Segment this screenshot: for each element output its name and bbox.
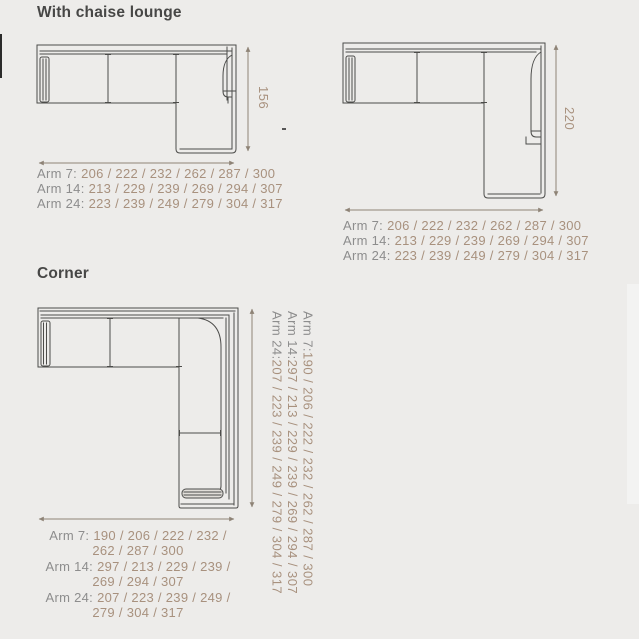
arm-dimension-line <box>37 166 283 181</box>
arm-label: Arm 14: <box>343 233 391 249</box>
page-edge-highlight <box>627 284 639 504</box>
corner-bottom-arm-dimensions <box>28 528 248 620</box>
arm-label: Arm 7: <box>37 166 78 181</box>
arm-label: Arm 14: <box>285 311 300 360</box>
arm-values: 279 / 304 / 317 <box>92 605 184 621</box>
arm-dimension-line <box>343 218 589 233</box>
arm-label: Arm 24: <box>45 589 94 605</box>
arm-values: 190 / 206 / 222 / 232 / 262 / 287 / 300 <box>300 351 316 587</box>
arm-dimension-line <box>28 528 248 543</box>
chaise-lounge-long-diagram <box>336 36 568 216</box>
arm-values: 206 / 222 / 232 / 262 / 287 / 300 <box>387 218 582 233</box>
corner-sofa-diagram <box>30 303 262 525</box>
arm-dimension-line <box>269 311 285 631</box>
arm-values: 223 / 239 / 249 / 279 / 304 / 317 <box>88 196 283 212</box>
arm-dimension-line <box>285 311 301 631</box>
sofa-top-view-outline <box>38 308 238 508</box>
arm-label: Arm 7: <box>343 218 384 233</box>
corner-section-divider <box>177 318 182 367</box>
cropped-edge-artifact <box>0 34 2 78</box>
arm-label: Arm 24: <box>343 248 391 264</box>
dimension-lines <box>345 45 556 210</box>
arm-values: 297 / 213 / 229 / 239 / 269 / 294 / 307 <box>285 359 300 595</box>
depth-dimension-label: 156 <box>256 86 271 110</box>
section-title-with-chaise-lounge: With chaise lounge <box>37 4 182 21</box>
arm-dimension-line <box>28 590 248 605</box>
tick-mark <box>282 128 286 130</box>
arm-label: Arm 14: <box>37 181 85 197</box>
chaise-lounge-diagram <box>30 38 262 170</box>
arm-label: Arm 14: <box>45 558 94 574</box>
left-armrest <box>40 57 49 102</box>
sofa-top-view-outline <box>343 43 545 198</box>
chaise-divider <box>482 52 487 103</box>
arm-dimension-continuation <box>28 574 248 589</box>
arm-values: 262 / 287 / 300 <box>92 543 184 559</box>
arm-values: 207 / 223 / 239 / 249 / <box>97 589 231 605</box>
seat-divider <box>415 52 420 103</box>
arm-dimension-line <box>343 248 589 263</box>
dimension-lines <box>39 309 252 519</box>
chaise-seat-divider <box>179 431 221 436</box>
back-cushion <box>531 52 541 137</box>
arm-values: 213 / 229 / 239 / 269 / 294 / 307 <box>88 181 283 197</box>
arm-values: 297 / 213 / 229 / 239 / <box>97 558 231 574</box>
arm-values: 269 / 294 / 307 <box>92 574 184 590</box>
arm-values: 207 / 223 / 239 / 249 / 279 / 304 / 317 <box>269 359 285 595</box>
arm-dimension-continuation <box>28 605 248 620</box>
arm-dimension-continuation <box>28 543 248 558</box>
depth-dimension-label: 220 <box>562 107 577 131</box>
chaise-long-arm-dimensions <box>343 218 589 264</box>
left-armrest <box>346 56 355 102</box>
seat-divider <box>108 318 113 367</box>
arm-label: Arm 7: <box>49 528 90 543</box>
arm-label: Arm 24: <box>269 311 285 360</box>
section-title-corner: Corner <box>37 265 90 282</box>
arm-dimension-line <box>37 196 283 211</box>
arm-values: 223 / 239 / 249 / 279 / 304 / 317 <box>394 248 589 264</box>
sofa-top-view-outline <box>37 45 236 153</box>
arm-dimension-line <box>28 559 248 574</box>
corner-side-arm-dimensions <box>269 311 316 631</box>
corner-back-cushion <box>198 318 221 491</box>
bottom-armrest <box>182 489 223 498</box>
arm-label: Arm 7: <box>300 311 316 352</box>
chaise-divider <box>174 54 179 103</box>
arm-label: Arm 24: <box>37 196 85 212</box>
arm-dimension-line <box>300 311 316 631</box>
arm-values: 190 / 206 / 222 / 232 / <box>93 528 227 543</box>
chaise-arm-dimensions <box>37 166 283 212</box>
left-armrest <box>41 321 50 366</box>
arm-values: 206 / 222 / 232 / 262 / 287 / 300 <box>81 166 276 181</box>
dimension-lines <box>39 47 248 163</box>
arm-dimension-line <box>343 233 589 248</box>
seat-divider <box>106 54 111 103</box>
arm-dimension-line <box>37 181 283 196</box>
arm-values: 213 / 229 / 239 / 269 / 294 / 307 <box>394 233 589 249</box>
